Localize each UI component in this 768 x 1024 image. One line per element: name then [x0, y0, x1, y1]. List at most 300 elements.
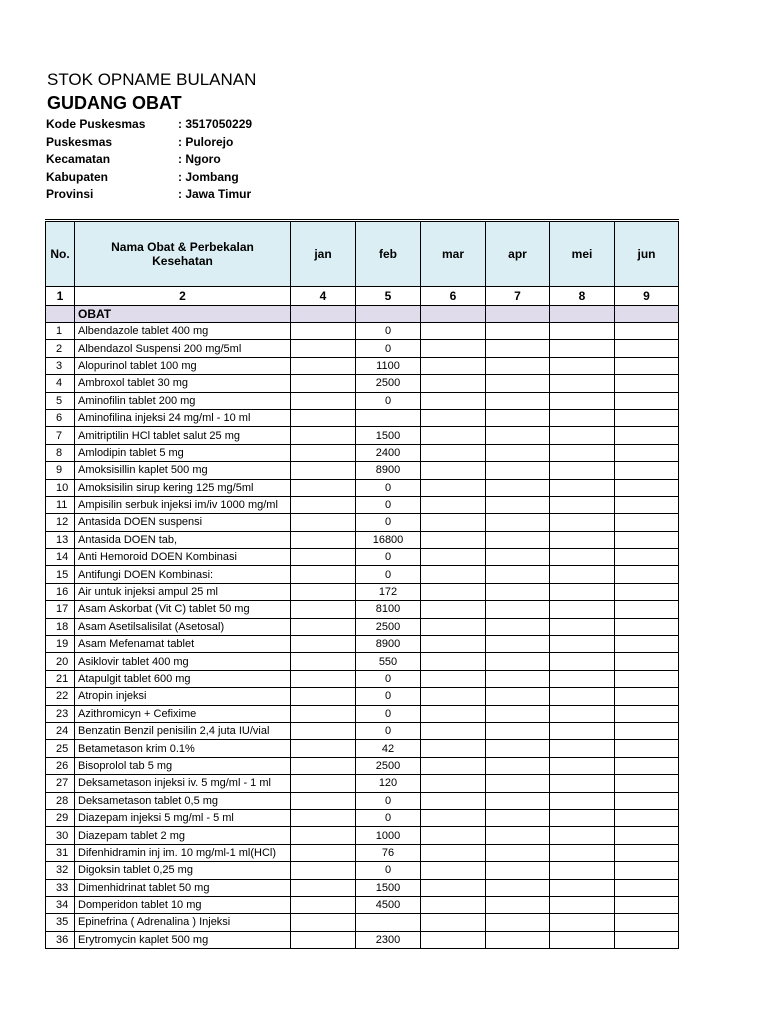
cell-jan [291, 653, 356, 670]
cell-jan [291, 531, 356, 548]
cell-mar [421, 357, 486, 374]
medicine-name: Atropin injeksi [75, 688, 291, 705]
cell-jun [615, 844, 679, 861]
cell-jun [615, 514, 679, 531]
cell-apr [486, 618, 550, 635]
cell-jan [291, 931, 356, 948]
cell-mei [550, 636, 615, 653]
cell-jan [291, 757, 356, 774]
medicine-name: Amitriptilin HCl tablet salut 25 mg [75, 427, 291, 444]
row-number: 33 [46, 879, 75, 896]
cell-feb: 0 [356, 392, 421, 409]
cell-mei [550, 340, 615, 357]
table-row [46, 444, 679, 461]
cell-jun [615, 357, 679, 374]
cell-jun [615, 323, 679, 340]
info-label: Kode Puskesmas [46, 117, 146, 131]
table-row [46, 462, 679, 479]
cell-jun [615, 618, 679, 635]
cell-jun [615, 653, 679, 670]
cell-feb: 1100 [356, 357, 421, 374]
cell-feb: 0 [356, 479, 421, 496]
cell-apr [486, 844, 550, 861]
cell-feb: 0 [356, 792, 421, 809]
cell-apr [486, 427, 550, 444]
cell-apr [486, 601, 550, 618]
cell-feb [356, 914, 421, 931]
table-row [46, 583, 679, 600]
cell-mei [550, 496, 615, 513]
cell-jan [291, 775, 356, 792]
table-row [46, 722, 679, 739]
cell-apr [486, 636, 550, 653]
cell-mar [421, 896, 486, 913]
row-number: 20 [46, 653, 75, 670]
col-header-name: Nama Obat & Perbekalan Kesehatan [75, 221, 291, 287]
cell-mei [550, 375, 615, 392]
cell-jun [615, 375, 679, 392]
cell-mar [421, 409, 486, 426]
cell-jan [291, 809, 356, 826]
cell-jun [615, 601, 679, 618]
cell-jun [615, 896, 679, 913]
cell-jan [291, 722, 356, 739]
cell-mei [550, 357, 615, 374]
cell-mei [550, 740, 615, 757]
cell-jan [291, 496, 356, 513]
cell-feb: 0 [356, 722, 421, 739]
cell-mei [550, 914, 615, 931]
col-header-no: No. [46, 221, 75, 287]
cell-jan [291, 479, 356, 496]
table-row [46, 670, 679, 687]
col-number: 5 [356, 287, 421, 306]
cell-apr [486, 862, 550, 879]
cell-mei [550, 514, 615, 531]
cell-apr [486, 462, 550, 479]
row-number: 15 [46, 566, 75, 583]
table-row [46, 862, 679, 879]
table-row [46, 757, 679, 774]
cell-feb: 550 [356, 653, 421, 670]
cell-mar [421, 531, 486, 548]
cell-mei [550, 844, 615, 861]
info-row [46, 134, 252, 152]
info-label: Kabupaten [46, 169, 109, 184]
cell-feb: 1000 [356, 827, 421, 844]
cell-feb: 8900 [356, 636, 421, 653]
cell-mar [421, 479, 486, 496]
cell-feb: 0 [356, 670, 421, 687]
table-row [46, 688, 679, 705]
cell-mei [550, 705, 615, 722]
cell-jan [291, 792, 356, 809]
cell-jan [291, 879, 356, 896]
info-value: : 3517050229 [178, 117, 253, 131]
medicine-name: Ampisilin serbuk injeksi im/iv 1000 mg/ml [75, 496, 291, 513]
row-number: 17 [46, 601, 75, 618]
cell-feb: 8100 [356, 601, 421, 618]
col-header-jan: jan [291, 221, 356, 287]
cell-mei [550, 931, 615, 948]
medicine-name: Epinefrina ( Adrenalina ) Injeksi [75, 914, 291, 931]
cell-mar [421, 375, 486, 392]
cell-jun [615, 392, 679, 409]
cell-mei [550, 427, 615, 444]
cell-feb: 0 [356, 809, 421, 826]
cell-jan [291, 601, 356, 618]
medicine-name: Asam Askorbat (Vit C) tablet 50 mg [75, 601, 291, 618]
cell-jan [291, 705, 356, 722]
column-header-row [46, 221, 679, 287]
col-header-mar: mar [421, 221, 486, 287]
cell-apr [486, 514, 550, 531]
section-label: OBAT [75, 306, 291, 323]
cell-mar [421, 914, 486, 931]
cell-feb: 8900 [356, 462, 421, 479]
cell-mar [421, 636, 486, 653]
cell-jun [615, 722, 679, 739]
medicine-name: Bisoprolol tab 5 mg [75, 757, 291, 774]
row-number: 32 [46, 862, 75, 879]
row-number: 31 [46, 844, 75, 861]
cell-jan [291, 896, 356, 913]
cell-jun [615, 583, 679, 600]
medicine-name: Amlodipin tablet 5 mg [75, 444, 291, 461]
medicine-name: Azithromicyn + Cefixime [75, 705, 291, 722]
medicine-name: Digoksin tablet 0,25 mg [75, 862, 291, 879]
cell-jun [615, 757, 679, 774]
empty-cell [550, 306, 615, 323]
cell-mei [550, 792, 615, 809]
cell-mar [421, 722, 486, 739]
cell-jun [615, 705, 679, 722]
report-subtitle: GUDANG OBAT [47, 93, 182, 113]
info-value: : Jawa Timur [178, 187, 252, 201]
cell-mei [550, 879, 615, 896]
empty-cell [356, 306, 421, 323]
table-row [46, 896, 679, 913]
cell-apr [486, 740, 550, 757]
cell-mar [421, 670, 486, 687]
cell-apr [486, 357, 550, 374]
cell-mei [550, 670, 615, 687]
cell-jun [615, 462, 679, 479]
cell-jun [615, 566, 679, 583]
medicine-name: Benzatin Benzil penisilin 2,4 juta IU/vial [75, 722, 291, 739]
cell-feb: 2500 [356, 375, 421, 392]
cell-apr [486, 392, 550, 409]
info-label: Provinsi [46, 187, 94, 201]
row-number: 13 [46, 531, 75, 548]
table-row [46, 340, 679, 357]
cell-jan [291, 409, 356, 426]
cell-jun [615, 792, 679, 809]
cell-jan [291, 549, 356, 566]
table-row [46, 601, 679, 618]
medicine-name: Diazepam injeksi 5 mg/ml - 5 ml [75, 809, 291, 826]
cell-mar [421, 757, 486, 774]
cell-jun [615, 809, 679, 826]
cell-feb: 2400 [356, 444, 421, 461]
cell-mar [421, 775, 486, 792]
cell-jun [615, 688, 679, 705]
cell-mei [550, 566, 615, 583]
cell-jun [615, 931, 679, 948]
row-number: 12 [46, 514, 75, 531]
cell-feb: 0 [356, 566, 421, 583]
table-row [46, 427, 679, 444]
cell-feb: 1500 [356, 879, 421, 896]
report-title: STOK OPNAME BULANAN [47, 70, 257, 89]
cell-jan [291, 392, 356, 409]
cell-jun [615, 549, 679, 566]
col-number: 2 [75, 287, 291, 306]
cell-apr [486, 827, 550, 844]
info-label: Kecamatan [46, 152, 111, 166]
table-row [46, 357, 679, 374]
cell-feb: 4500 [356, 896, 421, 913]
cell-jan [291, 844, 356, 861]
cell-apr [486, 914, 550, 931]
medicine-name: Antifungi DOEN Kombinasi: [75, 566, 291, 583]
cell-jan [291, 323, 356, 340]
cell-jun [615, 531, 679, 548]
table-row [46, 914, 679, 931]
cell-apr [486, 757, 550, 774]
cell-mar [421, 566, 486, 583]
cell-jan [291, 618, 356, 635]
cell-feb: 2300 [356, 931, 421, 948]
table-row [46, 792, 679, 809]
medicine-name: Difenhidramin inj im. 10 mg/ml-1 ml(HCl) [75, 844, 291, 861]
cell-feb: 1500 [356, 427, 421, 444]
cell-apr [486, 531, 550, 548]
table-row [46, 844, 679, 861]
cell-jan [291, 462, 356, 479]
cell-mei [550, 688, 615, 705]
cell-feb: 0 [356, 688, 421, 705]
cell-jan [291, 340, 356, 357]
cell-mei [550, 827, 615, 844]
row-number: 36 [46, 931, 75, 948]
row-number: 3 [46, 357, 75, 374]
cell-feb: 0 [356, 514, 421, 531]
cell-apr [486, 931, 550, 948]
cell-apr [486, 688, 550, 705]
cell-apr [486, 323, 550, 340]
cell-apr [486, 444, 550, 461]
cell-mar [421, 340, 486, 357]
cell-feb: 0 [356, 862, 421, 879]
cell-jun [615, 740, 679, 757]
cell-mar [421, 323, 486, 340]
cell-mei [550, 409, 615, 426]
row-number: 2 [46, 340, 75, 357]
cell-jan [291, 444, 356, 461]
row-number: 27 [46, 775, 75, 792]
cell-jan [291, 914, 356, 931]
cell-mar [421, 792, 486, 809]
cell-jun [615, 636, 679, 653]
medicine-name: Albendazole tablet 400 mg [75, 323, 291, 340]
cell-mar [421, 583, 486, 600]
section-no-cell [46, 306, 75, 323]
empty-cell [615, 306, 679, 323]
row-number: 23 [46, 705, 75, 722]
cell-jun [615, 862, 679, 879]
table-row [46, 636, 679, 653]
stock-table [45, 219, 679, 949]
cell-mar [421, 653, 486, 670]
cell-jun [615, 479, 679, 496]
table-row [46, 323, 679, 340]
cell-feb: 16800 [356, 531, 421, 548]
cell-mar [421, 931, 486, 948]
cell-apr [486, 583, 550, 600]
row-number: 29 [46, 809, 75, 826]
row-number: 10 [46, 479, 75, 496]
medicine-name: Amoksisillin kaplet 500 mg [75, 462, 291, 479]
medicine-name: Asam Asetilsalisilat (Asetosal) [75, 618, 291, 635]
row-number: 11 [46, 496, 75, 513]
cell-apr [486, 670, 550, 687]
cell-jun [615, 775, 679, 792]
cell-mei [550, 583, 615, 600]
cell-apr [486, 479, 550, 496]
cell-jan [291, 670, 356, 687]
cell-jun [615, 340, 679, 357]
cell-jan [291, 583, 356, 600]
cell-mar [421, 809, 486, 826]
info-row [46, 116, 252, 134]
medicine-name: Antasida DOEN suspensi [75, 514, 291, 531]
table-row [46, 740, 679, 757]
cell-mar [421, 514, 486, 531]
column-number-row [46, 287, 679, 306]
cell-jun [615, 409, 679, 426]
medicine-name: Asam Mefenamat tablet [75, 636, 291, 653]
info-row [46, 151, 252, 169]
cell-mar [421, 462, 486, 479]
col-header-apr: apr [486, 221, 550, 287]
table-row [46, 931, 679, 948]
cell-apr [486, 792, 550, 809]
cell-feb: 0 [356, 705, 421, 722]
col-number: 8 [550, 287, 615, 306]
table-row [46, 827, 679, 844]
cell-apr [486, 496, 550, 513]
cell-jan [291, 636, 356, 653]
cell-mar [421, 705, 486, 722]
col-number: 4 [291, 287, 356, 306]
cell-mar [421, 844, 486, 861]
table-row [46, 531, 679, 548]
table-row [46, 375, 679, 392]
medicine-name: Air untuk injeksi ampul 25 ml [75, 583, 291, 600]
medicine-name: Aminofilina injeksi 24 mg/ml - 10 ml [75, 409, 291, 426]
row-number: 30 [46, 827, 75, 844]
cell-mei [550, 618, 615, 635]
table-row [46, 618, 679, 635]
cell-jan [291, 827, 356, 844]
medicine-name: Deksametason injeksi iv. 5 mg/ml - 1 ml [75, 775, 291, 792]
row-number: 7 [46, 427, 75, 444]
cell-mei [550, 462, 615, 479]
cell-feb: 2500 [356, 618, 421, 635]
cell-jun [615, 496, 679, 513]
cell-mar [421, 496, 486, 513]
medicine-name: Diazepam tablet 2 mg [75, 827, 291, 844]
table-row [46, 653, 679, 670]
info-value: : Pulorejo [178, 134, 234, 149]
cell-mar [421, 549, 486, 566]
medicine-name: Domperidon tablet 10 mg [75, 896, 291, 913]
medicine-name: Aminofilin tablet 200 mg [75, 392, 291, 409]
table-row [46, 409, 679, 426]
cell-mei [550, 444, 615, 461]
cell-feb: 0 [356, 549, 421, 566]
cell-mei [550, 722, 615, 739]
facility-info [46, 116, 252, 204]
cell-apr [486, 375, 550, 392]
cell-apr [486, 722, 550, 739]
medicine-name: Dimenhidrinat tablet 50 mg [75, 879, 291, 896]
cell-apr [486, 549, 550, 566]
row-number: 21 [46, 670, 75, 687]
col-header-jun: jun [615, 221, 679, 287]
cell-mei [550, 757, 615, 774]
col-header-mei: mei [550, 221, 615, 287]
cell-mei [550, 775, 615, 792]
medicine-name: Antasida DOEN tab, [75, 531, 291, 548]
table-row [46, 496, 679, 513]
table-row [46, 549, 679, 566]
medicine-name: Albendazol Suspensi 200 mg/5ml [75, 340, 291, 357]
cell-apr [486, 809, 550, 826]
cell-apr [486, 705, 550, 722]
cell-mei [550, 896, 615, 913]
row-number: 6 [46, 409, 75, 426]
cell-mar [421, 444, 486, 461]
cell-jan [291, 688, 356, 705]
table-row [46, 479, 679, 496]
cell-apr [486, 896, 550, 913]
cell-mar [421, 427, 486, 444]
medicine-name: Anti Hemoroid DOEN Kombinasi [75, 549, 291, 566]
cell-mei [550, 531, 615, 548]
cell-mei [550, 323, 615, 340]
cell-mar [421, 601, 486, 618]
cell-mar [421, 740, 486, 757]
row-number: 34 [46, 896, 75, 913]
cell-apr [486, 340, 550, 357]
cell-feb: 120 [356, 775, 421, 792]
cell-mei [550, 392, 615, 409]
row-number: 25 [46, 740, 75, 757]
row-number: 28 [46, 792, 75, 809]
medicine-name: Ambroxol tablet 30 mg [75, 375, 291, 392]
cell-mei [550, 549, 615, 566]
cell-jan [291, 375, 356, 392]
table-row [46, 514, 679, 531]
row-number: 22 [46, 688, 75, 705]
row-number: 1 [46, 323, 75, 340]
col-number: 9 [615, 287, 679, 306]
cell-jan [291, 357, 356, 374]
section-row [46, 306, 679, 323]
medicine-name: Alopurinol tablet 100 mg [75, 357, 291, 374]
